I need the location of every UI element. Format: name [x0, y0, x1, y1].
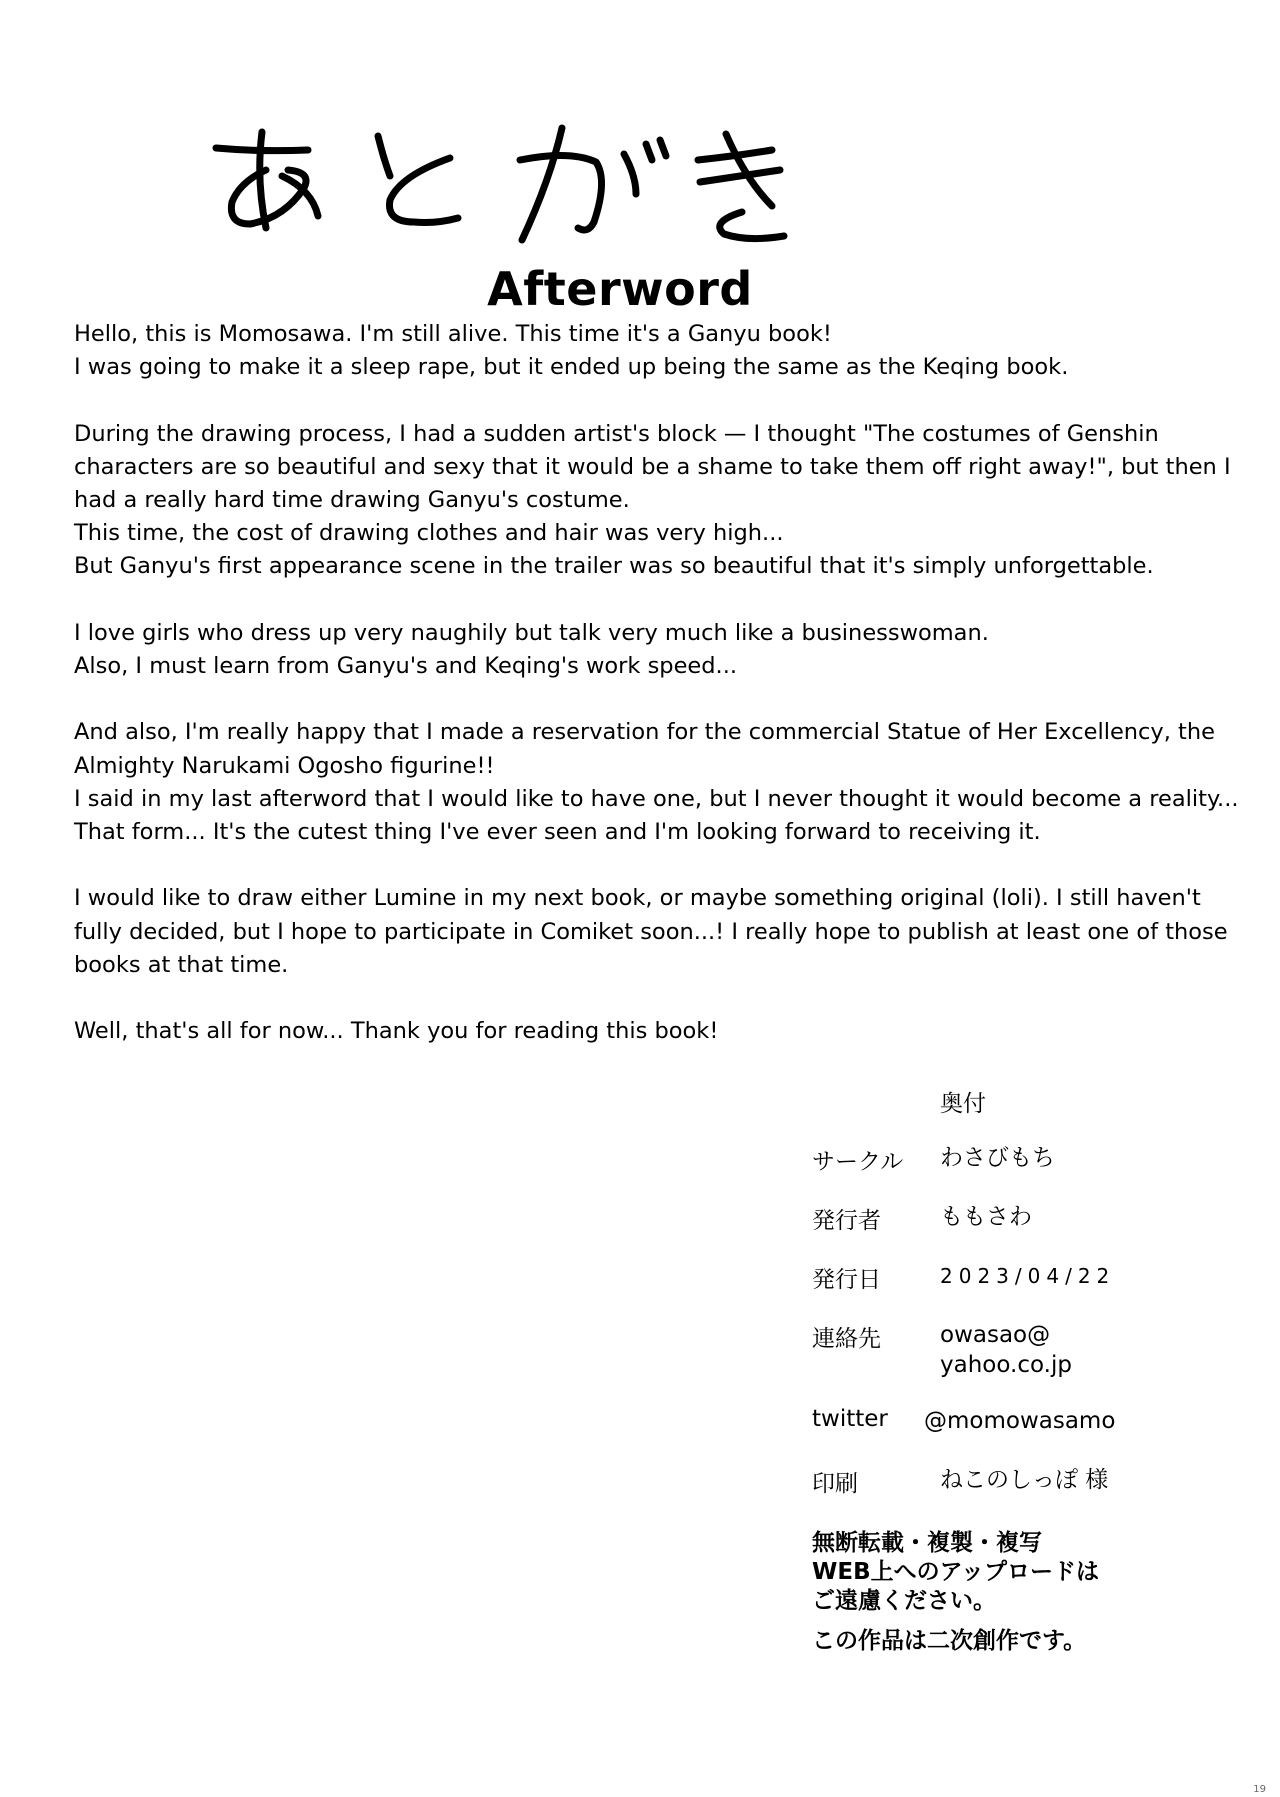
- colophon-row-circle: [812, 1143, 1232, 1202]
- paragraph: And also, I'm really happy that I made a reservation for the commercial Statue of Her Excellency, the Almighty Narukami Ogosho figurine!! I said in my last afterword that I would like to have one, but I never thought it would become a reality... That form... It's the cutest thing I've ever seen and I'm looking forward to receiving it.: [74, 719, 1239, 845]
- page-title: Afterword: [487, 262, 753, 316]
- colophon-heading: 奥付: [940, 1091, 986, 1117]
- derivative-notice: この作品は二次創作です。: [812, 1628, 1087, 1654]
- copyright-notice: 無断転載・複製・複写 WEB上へのアップロードは ご遠慮ください。: [812, 1530, 1100, 1614]
- handwritten-title-drawing: [200, 110, 820, 260]
- paragraph: Well, that's all for now... Thank you for reading this book!: [74, 1018, 719, 1045]
- date-label: 発行日: [812, 1267, 881, 1293]
- date-value: 2023/04/22: [940, 1264, 1116, 1288]
- colophon-row-date: [812, 1261, 1232, 1320]
- paragraph: I love girls who dress up very naughily but talk very much like a businesswoman. Also, I must learn from Ganyu's and Keqing's work speed...: [74, 619, 989, 679]
- colophon-row-publisher: [812, 1202, 1232, 1261]
- twitter-value: @momowasamo: [924, 1408, 1116, 1434]
- paragraph: Hello, this is Momosawa. I'm still alive. This time it's a Ganyu book! I was going to make it a sleep rape, but it ended up being the same as the Keqing book.: [74, 321, 1069, 381]
- print-value: ねこのしっぽ 様: [940, 1467, 1109, 1493]
- contact-label: 連絡先: [812, 1326, 881, 1352]
- circle-value: わさびもち: [940, 1145, 1055, 1171]
- print-label: 印刷: [812, 1471, 858, 1497]
- publisher-label: 発行者: [812, 1208, 881, 1234]
- colophon-row-contact: [812, 1320, 1232, 1406]
- twitter-label: twitter: [812, 1406, 888, 1432]
- colophon-row-print: [812, 1465, 1232, 1529]
- paragraph: During the drawing process, I had a sudden artist's block — I thought "The costumes of Genshin characters are so beautiful and sexy that it would be a shame to take them off right away!", but then I had a really hard time drawing Ganyu's costume. This time, the cost of drawing clothes and hair was very high... But Ganyu's first appearance scene in the trailer was so beautiful that it's simply unforgettable.: [74, 420, 1231, 580]
- colophon: [812, 1085, 1232, 1655]
- publisher-value: ももさわ: [940, 1204, 1032, 1230]
- contact-value: owasao@ yahoo.co.jp: [940, 1322, 1072, 1378]
- colophon-row-twitter: [812, 1406, 1232, 1465]
- paragraph: I would like to draw either Lumine in my next book, or maybe something original (loli). I still haven't fully decided, but I hope to participate in Comiket soon...! I really hope to publish at least one of those books at that time.: [74, 885, 1228, 978]
- afterword-body: [74, 318, 1254, 1082]
- handwritten-title: [200, 110, 820, 260]
- circle-label: サークル: [812, 1149, 904, 1175]
- page-number: 19: [1253, 1784, 1266, 1795]
